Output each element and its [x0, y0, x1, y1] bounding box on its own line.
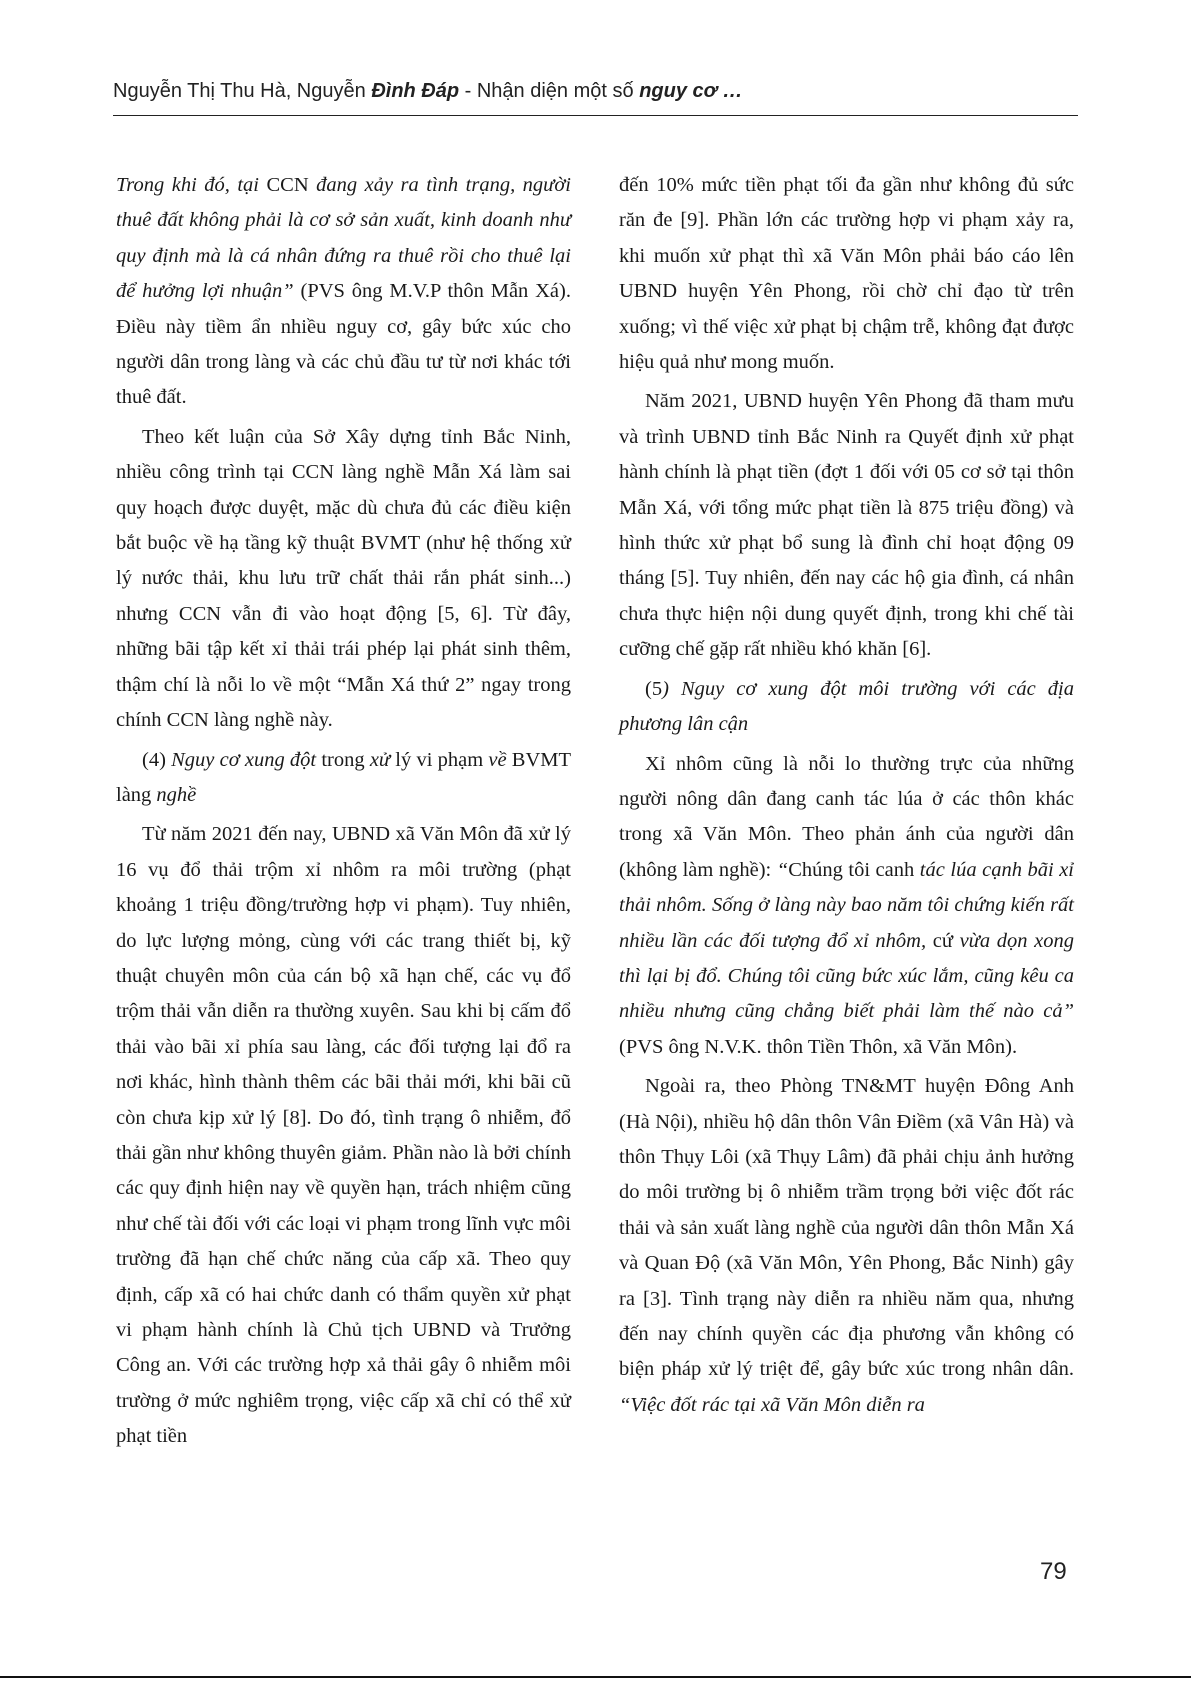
text-italic: xử	[369, 748, 391, 771]
text-italic: “	[776, 858, 789, 881]
heading-number: (4)	[142, 748, 172, 771]
paragraph: đến 10% mức tiền phạt tối đa gần như không đủ sức răn đe [9]. Phần lớn các trường hợp vi phạm xảy ra, khi muốn xử phạt thì xã Văn Môn phải báo cáo lên UBND huyện Yên Phong, rồi chờ chỉ đạo từ trên xuống; vì thế việc xử phạt bị chậm trễ, không đạt được hiệu quả như mong muốn.	[619, 174, 1074, 374]
header-topic: nguy cơ …	[639, 80, 743, 102]
header-authors: Nguyễn Thị Thu Hà, Nguyễn	[113, 80, 372, 102]
text-italic: về	[488, 748, 507, 771]
text: (PVS ông M.V.P thôn Mẫn Xá). Điều này tiềm ẩn nhiều nguy cơ, gây bức xúc cho người dân trong làng và các chủ đầu tư từ nơi khác tới thuê đất.	[116, 280, 571, 409]
paragraph	[619, 747, 1074, 1066]
text: CCN	[259, 174, 317, 196]
section-heading-4	[116, 743, 571, 814]
text: lý vi phạm	[390, 748, 489, 771]
text: trong	[316, 748, 370, 771]
footer-rule	[0, 1676, 1191, 1678]
right-column	[619, 168, 1074, 1427]
running-header	[113, 80, 1078, 103]
text-italic: đang xảy ra tình trạng, người thuê đất không phải là cơ sở sản xuất, kinh doanh như quy định mà là cá nhân đứng ra thuê rồi cho thuê lại để hưởng lợi nhuận”	[116, 174, 571, 303]
text: BVMT làng	[116, 748, 572, 806]
paragraph: Theo kết luận của Sở Xây dựng tỉnh Bắc Ninh, nhiều công trình tại CCN làng nghề Mẫn Xá làm sai quy hoạch được duyệt, mặc dù chưa đủ các điều kiện bắt buộc về hạ tầng kỹ thuật BVMT (như hệ thống xử lý nước thải, khu lưu trữ chất thải rắn phát sinh...) nhưng CCN vẫn đi vào hoạt động [5, 6]. Từ đây, những bãi tập kết xỉ thải trái phép lại phát sinh thêm, thậm chí là nỗi lo về một “Mẫn Xá thứ 2” ngay trong chính CCN làng nghề này.	[116, 425, 571, 732]
text-italic: Trong khi đó, tại	[116, 174, 260, 196]
text-italic: vừa dọn xong thì lại bị đổ. Chúng tôi cũng bức xúc lắm, cũng kêu ca nhiều nhưng cũng chẳng biết phải làm thế nào cả”	[619, 929, 1074, 1023]
section-heading-5	[619, 672, 1074, 743]
paragraph: Từ năm 2021 đến nay, UBND xã Văn Môn đã xử lý 16 vụ đổ thải trộm xỉ nhôm ra môi trường (phạt khoảng 1 triệu đồng/trường hợp vi phạm). Tuy nhiên, do lực lượng mỏng, cùng với các trang thiết bị, kỹ thuật chuyên môn của cán bộ xã hạn chế, các vụ đổ trộm thải vẫn diễn ra thường xuyên. Sau khi bị cấm đổ thải vào bãi xỉ phía sau làng, các đối tượng lại đổ ra nơi khác, hình thành thêm các bãi thải mới, khi bãi cũ còn chưa kịp xử lý [8]. Do đó, tình trạng ô nhiễm, đổ thải gần như không thuyên giảm. Phần nào là bởi chính các quy định hiện nay về quyền hạn, trách nhiệm cũng như chế tài đối với các loại vi phạm trong lĩnh vực môi trường đã hạn chế chức năng của cấp xã. Theo quy định, cấp xã có hai chức danh có thẩm quyền xử phạt vi phạm hành chính là Chủ tịch UBND và Trưởng Công an. Với các trường hợp xả thải gây ô nhiễm môi trường ở mức nghiêm trọng, việc cấp xã chỉ có thể xử phạt tiền	[116, 823, 571, 1448]
header-rule	[113, 115, 1078, 116]
header-separator: - Nhận diện một số	[459, 80, 640, 102]
text: Ngoài ra, theo Phòng TN&MT huyện Đông Anh (Hà Nội), nhiều hộ dân thôn Vân Điềm (xã Vân Hà) và thôn Thụy Lôi (xã Thụy Lâm) đã phải chịu ảnh hưởng do môi trường bị ô nhiễm trầm trọng bởi việc đốt rác thải và sản xuất làng nghề của người dân thôn Mẫn Xá và Quan Độ (xã Văn Môn, Yên Phong, Bắc Ninh) gây ra [3]. Tình trạng này diễn ra nhiều năm qua, nhưng đến nay chính quyền các địa phương vẫn không có biện pháp xử lý triệt để, gây bức xúc trong nhân dân.	[619, 1075, 1074, 1381]
text: cứ	[932, 929, 953, 952]
paragraph	[619, 1069, 1074, 1423]
text: Chúng tôi canh	[788, 858, 920, 881]
text: (PVS ông N.V.K. thôn Tiền Thôn, xã Văn Môn).	[619, 1035, 1018, 1058]
left-column	[116, 168, 571, 1459]
text: Xỉ nhôm cũng là nỗi lo thường trực của những người nông dân đang canh tác lúa ở các thôn khác trong xã Văn Môn. Theo phản ánh của người dân (không làm nghề):	[619, 752, 1074, 881]
text-italic: ) Nguy cơ xung đột môi trường với các địa phương lân cận	[619, 677, 1074, 736]
paragraph	[116, 168, 571, 416]
text-italic: tác lúa cạnh bãi xỉ thải nhôm. Sống ở làng này bao năm tôi chứng kiến rất nhiều lần các đối tượng đổ xỉ nhôm,	[619, 858, 1074, 952]
paragraph: Năm 2021, UBND huyện Yên Phong đã tham mưu và trình UBND tỉnh Bắc Ninh ra Quyết định xử phạt hành chính là phạt tiền (đợt 1 đối với 05 cơ sở tại thôn Mẫn Xá, với tổng mức phạt tiền là 875 triệu đồng) và hình thức xử phạt bổ sung là đình chỉ hoạt động 09 tháng [5]. Tuy nhiên, đến nay các hộ gia đình, cá nhân chưa thực hiện nội dung quyết định, trong khi chế tài cưỡng chế gặp rất nhiều khó khăn [6].	[619, 390, 1074, 661]
text-italic: Nguy cơ xung đột	[171, 748, 317, 771]
text-italic: nghề	[156, 783, 197, 806]
text-italic: “Việc đốt rác tại xã Văn Môn diễn ra	[619, 1393, 925, 1416]
page-number: 79	[1040, 1558, 1067, 1585]
header-authors-bold: Đình Đáp	[371, 80, 460, 102]
heading-number: (5	[645, 677, 663, 700]
